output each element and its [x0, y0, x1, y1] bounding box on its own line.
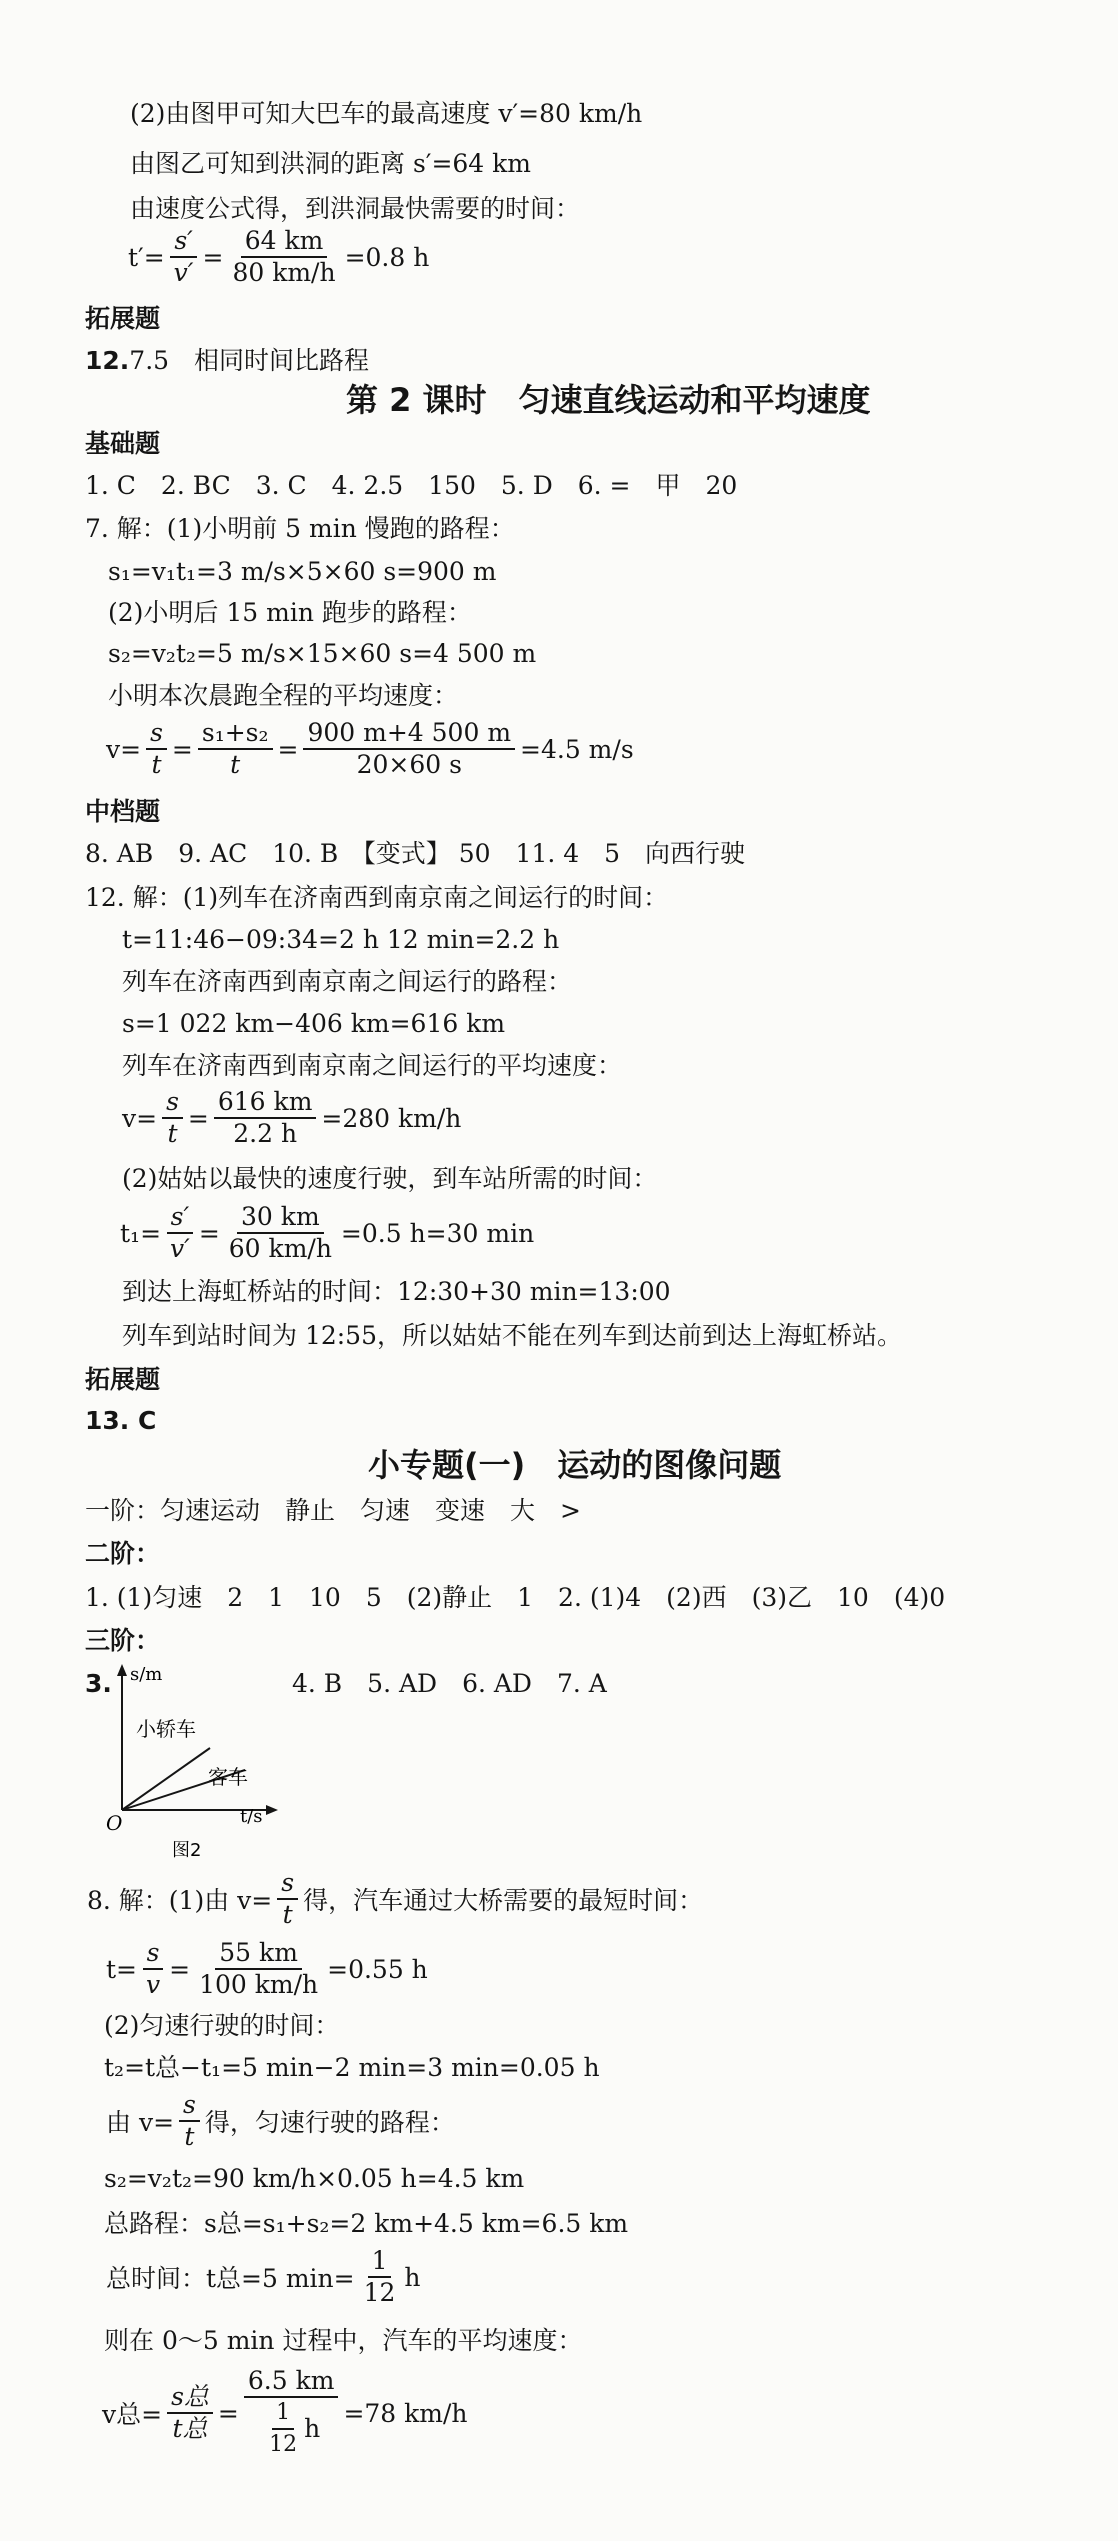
- text-line: s₁=v₁t₁=3 m/s×5×60 s=900 m: [108, 557, 497, 586]
- x-axis-arrow: [266, 1805, 278, 1815]
- answer-line: 4. B 5. AD 6. AD 7. A: [292, 1669, 607, 1698]
- y-axis-label: s/m: [130, 1664, 163, 1685]
- text-line: s₂=v₂t₂=90 km/h×0.05 h=4.5 km: [104, 2164, 525, 2193]
- text-line: 到达上海虹桥站的时间：12:30+30 min=13:00: [122, 1277, 671, 1306]
- text-line: t₂=t总−t₁=5 min−2 min=3 min=0.05 h: [104, 2053, 600, 2082]
- answer-line: 12.7.5 相同时间比路程: [85, 346, 370, 375]
- answer-line: 8. AB 9. AC 10. B 【变式】 50 11. 4 5 向西行驶: [85, 839, 746, 868]
- car-line: [122, 1748, 210, 1810]
- equation: t= $\frac{s}{v}$ = $\frac{55 km}{100 km/h}$ =0.55 h: [106, 1938, 428, 1999]
- text-line: 小明本次晨跑全程的平均速度：: [108, 681, 459, 710]
- text-line: t=11:46−09:34=2 h 12 min=2.2 h: [122, 925, 560, 954]
- text-line: 由图乙可知到洪洞的距离 s′=64 km: [130, 149, 532, 178]
- equation: t₁= $\frac{s'}{v'}$ = $\frac{30 km}{60 km/h}$ =0.5 h=30 min: [120, 1202, 535, 1263]
- section-heading: 基础题: [85, 429, 161, 458]
- text-line: (2)小明后 15 min 跑步的路程：: [108, 598, 472, 627]
- question-number: 3.: [85, 1669, 112, 1698]
- section-heading: 三阶：: [85, 1626, 161, 1655]
- text-line: s₂=v₂t₂=5 m/s×15×60 s=4 500 m: [108, 639, 537, 668]
- motion-graph: [100, 1660, 290, 1860]
- equation: v总= $\frac{\text{s总}}{\text{t总}}$ = 6.5 km $\frac{1}{12}$ h =78 km/h: [102, 2366, 468, 2457]
- y-axis-arrow: [117, 1664, 127, 1676]
- equation: t′= $\frac{s'}{v'}$ = $\frac{64 km}{80 km/h}$ =0.8 h: [128, 226, 430, 287]
- text-line: (2)匀速行驶的时间：: [104, 2011, 340, 2040]
- equation: v= $\frac{s}{t}$ = $\frac{\text{s₁+s₂}}{t}$ = $\frac{900 m+4 500 m}{20\times 60 s}$ =4.5 m/s: [106, 718, 634, 779]
- answer-line: 一阶：匀速运动 静止 匀速 变速 大 >: [85, 1496, 581, 1525]
- figure-caption: 图2: [172, 1840, 202, 1860]
- text-line: 7. 解：(1)小明前 5 min 慢跑的路程：: [85, 514, 515, 543]
- text-line: 列车到站时间为 12:55，所以姑姑不能在列车到达前到达上海虹桥站。: [122, 1321, 902, 1350]
- text-line: (2)由图甲可知大巴车的最高速度 v′=80 km/h: [130, 99, 643, 128]
- topic-title: 小专题(一) 运动的图像问题: [368, 1446, 782, 1484]
- car-label: 小轿车: [136, 1717, 196, 1741]
- origin-label: O: [106, 1811, 123, 1835]
- lesson-title: 第 2 课时 匀速直线运动和平均速度: [346, 381, 871, 419]
- section-heading: 中档题: [85, 797, 161, 826]
- text-line: 则在 0～5 min 过程中，汽车的平均速度：: [104, 2326, 583, 2355]
- section-heading: 拓展题: [85, 304, 161, 333]
- answer-line: 1. C 2. BC 3. C 4. 2.5 150 5. D 6. = 甲 20: [85, 471, 738, 500]
- text-line: 由速度公式得，到洪洞最快需要的时间：: [130, 194, 581, 223]
- text-line: (2)姑姑以最快的速度行驶，到车站所需的时间：: [122, 1164, 658, 1193]
- section-heading: 二阶：: [85, 1539, 161, 1568]
- text-line: 总路程：s总=s₁+s₂=2 km+4.5 km=6.5 km: [104, 2209, 629, 2238]
- equation: 8. 解：(1)由 v= $\frac{s}{t}$ 得，汽车通过大桥需要的最短时间：: [87, 1868, 704, 1929]
- text-line: 列车在济南西到南京南之间运行的路程：: [122, 967, 573, 996]
- text-line: 列车在济南西到南京南之间运行的平均速度：: [122, 1051, 623, 1080]
- equation: v= $\frac{s}{t}$ = $\frac{616 km}{2.2 h}$ =280 km/h: [122, 1087, 462, 1148]
- bus-label: 客车: [208, 1765, 248, 1789]
- text-line: s=1 022 km−406 km=616 km: [122, 1009, 506, 1038]
- x-axis-label: t/s: [240, 1806, 263, 1827]
- text-line: 12. 解：(1)列车在济南西到南京南之间运行的时间：: [85, 883, 669, 912]
- section-heading: 拓展题: [85, 1365, 161, 1394]
- equation: 总时间：t总=5 min= $\frac{1}{12}$ h: [106, 2246, 421, 2307]
- equation: 由 v= $\frac{s}{t}$ 得，匀速行驶的路程：: [106, 2090, 455, 2151]
- answer-line: 13. C: [85, 1406, 157, 1435]
- answer-line: 1. (1)匀速 2 1 10 5 (2)静止 1 2. (1)4 (2)西 (3)乙 10 (4)0: [85, 1583, 946, 1612]
